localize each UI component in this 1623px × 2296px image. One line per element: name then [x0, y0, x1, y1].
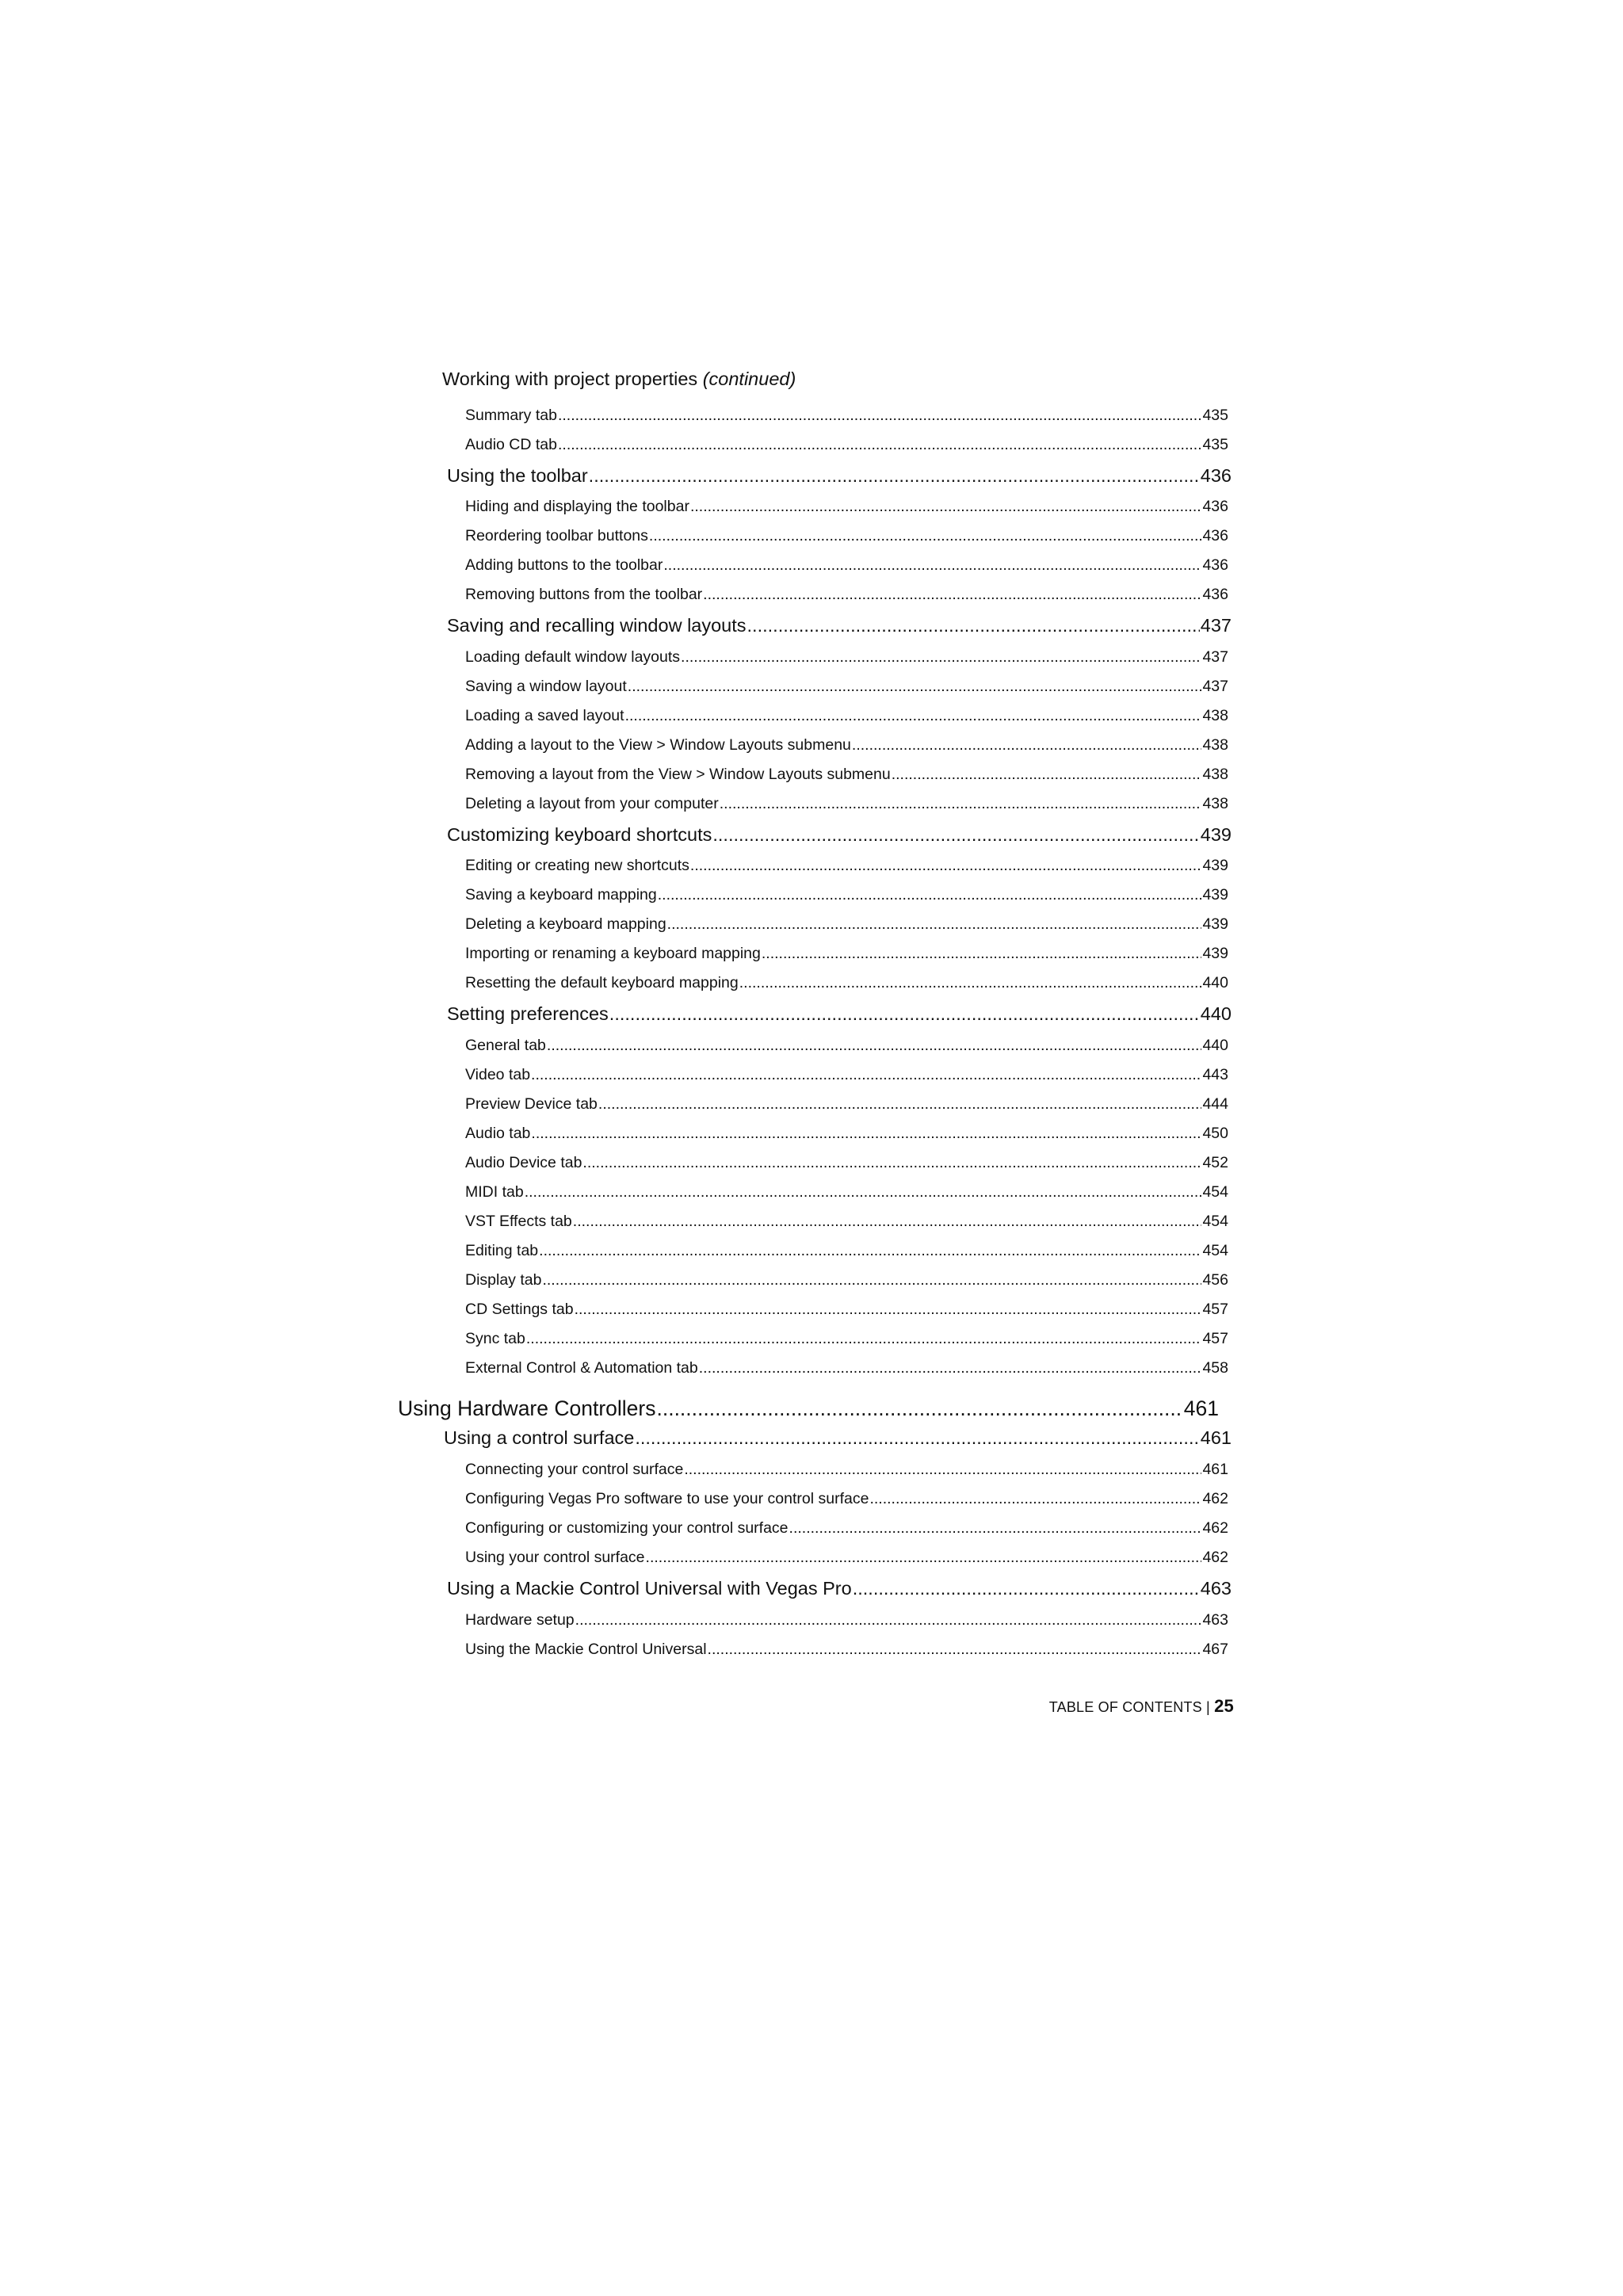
toc-entry-title: Loading a saved layout	[465, 707, 624, 724]
toc-entry-page: 438	[1202, 795, 1228, 812]
dot-leader	[762, 945, 1202, 963]
dot-leader	[539, 1242, 1201, 1260]
toc-entry[interactable]	[465, 974, 1228, 995]
toc-entry-page: 457	[1202, 1330, 1228, 1347]
toc-entry[interactable]	[465, 1611, 1228, 1632]
toc-entry-title: Hardware setup	[465, 1611, 575, 1629]
dot-leader	[703, 586, 1201, 604]
toc-entry-title: MIDI tab	[465, 1183, 524, 1201]
toc-entry-page: 436	[1202, 527, 1228, 544]
toc-entry-page: 461	[1200, 1427, 1232, 1448]
toc-entry[interactable]	[465, 436, 1228, 457]
toc-entry[interactable]	[465, 736, 1228, 757]
dot-leader	[646, 1549, 1202, 1567]
dot-leader	[575, 1611, 1202, 1629]
toc-entry-page: 439	[1202, 857, 1228, 874]
dot-leader	[542, 1271, 1201, 1289]
toc-entry[interactable]	[447, 824, 1232, 848]
toc-entry-page: 454	[1202, 1183, 1228, 1201]
toc-entry-title: Adding buttons to the toolbar	[465, 556, 663, 574]
dot-leader	[712, 824, 1199, 846]
toc-entry-page: 439	[1202, 915, 1228, 933]
dot-leader	[739, 974, 1202, 992]
dot-leader	[589, 465, 1200, 487]
toc-entry-title: Sync tab	[465, 1330, 525, 1347]
toc-entry-title: Preview Device tab	[465, 1095, 598, 1113]
toc-entry-title: Using a Mackie Control Universal with Vegas Pro	[447, 1578, 852, 1599]
dot-leader	[531, 1066, 1201, 1084]
toc-entry-page: 462	[1202, 1549, 1228, 1566]
dot-leader	[628, 678, 1202, 696]
dot-leader	[663, 556, 1201, 575]
toc-entry-page: 452	[1202, 1154, 1228, 1171]
toc-entry[interactable]	[465, 407, 1228, 427]
toc-entry-title: Adding a layout to the View > Window Layouts submenu	[465, 736, 851, 754]
toc-entry-page: 457	[1202, 1301, 1228, 1318]
toc-entry[interactable]	[465, 1037, 1228, 1057]
continued-heading-suffix: (continued)	[702, 369, 796, 389]
toc-entry-page: 458	[1202, 1359, 1228, 1377]
dot-leader	[789, 1519, 1202, 1538]
toc-entry-page: 436	[1202, 498, 1228, 515]
toc-entry-title: Loading default window layouts	[465, 648, 681, 666]
toc-entry[interactable]	[465, 1271, 1228, 1292]
toc-entry-page: 435	[1202, 436, 1228, 453]
dot-leader	[635, 1427, 1199, 1449]
toc-entry-title: Editing tab	[465, 1242, 539, 1259]
toc-entry-page: 444	[1202, 1095, 1228, 1113]
dot-leader	[598, 1095, 1202, 1114]
toc-entry-page: 440	[1202, 974, 1228, 991]
toc-entry[interactable]	[465, 707, 1228, 728]
toc-entry[interactable]	[465, 1549, 1228, 1569]
dot-leader	[558, 407, 1202, 425]
dot-leader	[656, 1396, 1182, 1421]
toc-entry[interactable]	[465, 678, 1228, 698]
toc-entry-title: Using your control surface	[465, 1549, 645, 1566]
toc-entry-title: Reordering toolbar buttons	[465, 527, 648, 544]
toc-entry[interactable]	[447, 1003, 1232, 1027]
dot-leader	[625, 707, 1202, 725]
toc-entry-page: 439	[1200, 824, 1232, 845]
toc-entry-page: 438	[1202, 766, 1228, 783]
toc-entry-page: 436	[1202, 556, 1228, 574]
toc-entry[interactable]	[444, 1427, 1232, 1451]
dot-leader	[690, 857, 1202, 875]
dot-leader	[681, 648, 1201, 667]
toc-entry[interactable]	[465, 795, 1228, 816]
toc-entry[interactable]	[465, 1359, 1228, 1380]
toc-entry-page: 462	[1202, 1490, 1228, 1507]
toc-entry-page: 450	[1202, 1125, 1228, 1142]
toc-entry-title: Saving and recalling window layouts	[447, 615, 747, 636]
toc-entry-title: Using the Mackie Control Universal	[465, 1641, 707, 1658]
toc-entry-title: VST Effects tab	[465, 1213, 572, 1230]
toc-entry-page: 454	[1202, 1242, 1228, 1259]
toc-entry[interactable]	[398, 1396, 1219, 1423]
toc-entry-title: Editing or creating new shortcuts	[465, 857, 689, 874]
toc-entry-page: 463	[1202, 1611, 1228, 1629]
toc-entry-title: Connecting your control surface	[465, 1461, 684, 1478]
dot-leader	[869, 1490, 1201, 1508]
dot-leader	[720, 795, 1202, 813]
dot-leader	[690, 498, 1202, 516]
toc-entry[interactable]	[465, 648, 1228, 669]
dot-leader	[582, 1154, 1201, 1172]
toc-entry-title: Using a control surface	[444, 1427, 635, 1448]
toc-entry-title: Removing buttons from the toolbar	[465, 586, 703, 603]
toc-entry[interactable]	[465, 1461, 1228, 1481]
toc-entry[interactable]	[465, 766, 1228, 786]
toc-entry-title: Configuring or customizing your control surface	[465, 1519, 789, 1537]
toc-entry-page: 439	[1202, 945, 1228, 962]
toc-entry-title: Audio CD tab	[465, 436, 557, 453]
toc-entry[interactable]	[465, 915, 1228, 936]
toc-entry[interactable]	[447, 465, 1232, 489]
dot-leader	[526, 1330, 1202, 1348]
toc-entry-title: Audio tab	[465, 1125, 531, 1142]
toc-entry-page: 461	[1202, 1461, 1228, 1478]
toc-entry[interactable]	[465, 1490, 1228, 1511]
toc-entry-page: 440	[1200, 1003, 1232, 1024]
dot-leader	[667, 915, 1202, 934]
toc-entry-page: 437	[1202, 678, 1228, 695]
toc-entry-page: 436	[1202, 586, 1228, 603]
toc-entry-page: 437	[1200, 615, 1232, 636]
footer-page-number: 25	[1214, 1696, 1234, 1716]
dot-leader	[853, 1578, 1200, 1599]
toc-entry-title: CD Settings tab	[465, 1301, 574, 1318]
dot-leader	[708, 1641, 1202, 1659]
toc-entry[interactable]	[447, 1578, 1232, 1602]
toc-entry-page: 454	[1202, 1213, 1228, 1230]
dot-leader	[892, 766, 1202, 784]
toc-entry-page: 438	[1202, 707, 1228, 724]
toc-entry-page: 437	[1202, 648, 1228, 666]
toc-entry-page: 461	[1183, 1396, 1219, 1420]
toc-entry[interactable]	[465, 1125, 1228, 1145]
toc-entry-page: 463	[1200, 1578, 1232, 1599]
toc-entry-title: Summary tab	[465, 407, 557, 424]
toc-entry-title: Saving a keyboard mapping	[465, 886, 657, 904]
dot-leader	[547, 1037, 1202, 1055]
toc-entry[interactable]	[465, 945, 1228, 965]
footer-label: TABLE OF CONTENTS |	[1048, 1699, 1210, 1715]
dot-leader	[699, 1359, 1202, 1377]
toc-entry[interactable]	[465, 1183, 1228, 1204]
dot-leader	[658, 886, 1202, 904]
toc-entry-title: Setting preferences	[447, 1003, 609, 1024]
dot-leader	[649, 527, 1202, 545]
toc-entry[interactable]	[465, 1154, 1228, 1175]
toc-entry-title: Using Hardware Controllers	[398, 1396, 656, 1420]
toc-entry-title: Resetting the default keyboard mapping	[465, 974, 739, 991]
toc-entry-title: Importing or renaming a keyboard mapping	[465, 945, 761, 962]
toc-entry-page: 435	[1202, 407, 1228, 424]
toc-entry-title: Saving a window layout	[465, 678, 627, 695]
toc-entry-title: Using the toolbar	[447, 465, 588, 486]
dot-leader	[573, 1213, 1202, 1231]
toc-entry-page: 462	[1202, 1519, 1228, 1537]
toc-entry[interactable]	[465, 886, 1228, 907]
toc-entry-title: Configuring Vegas Pro software to use your control surface	[465, 1490, 869, 1507]
toc-entry-page: 440	[1202, 1037, 1228, 1054]
toc-entry-page: 443	[1202, 1066, 1228, 1083]
toc-entry[interactable]	[465, 586, 1228, 606]
toc-entry[interactable]	[465, 1641, 1228, 1661]
toc-entry[interactable]	[465, 1519, 1228, 1540]
toc-entry-title: Customizing keyboard shortcuts	[447, 824, 712, 845]
dot-leader	[852, 736, 1202, 755]
toc-entry-page: 438	[1202, 736, 1228, 754]
toc-entry[interactable]	[465, 1066, 1228, 1087]
toc-entry[interactable]	[465, 1213, 1228, 1233]
toc-entry[interactable]	[447, 615, 1232, 639]
toc-entry-title: General tab	[465, 1037, 546, 1054]
toc-entry-title: Hiding and displaying the toolbar	[465, 498, 689, 515]
dot-leader	[684, 1461, 1201, 1479]
toc-entry[interactable]	[465, 1095, 1228, 1116]
page-footer	[1049, 1696, 1234, 1717]
toc-entry-title: Removing a layout from the View > Window Layouts submenu	[465, 766, 891, 783]
toc-entry-page: 456	[1202, 1271, 1228, 1289]
dot-leader	[525, 1183, 1202, 1201]
dot-leader	[558, 436, 1201, 454]
dot-leader	[609, 1003, 1200, 1025]
dot-leader	[575, 1301, 1202, 1319]
toc-entry-title: Display tab	[465, 1271, 542, 1289]
toc-entry[interactable]	[465, 498, 1228, 518]
toc-entry-page: 436	[1200, 465, 1232, 486]
toc-entry[interactable]	[465, 1301, 1228, 1321]
toc-entry[interactable]	[465, 527, 1228, 548]
toc-entry-page: 439	[1202, 886, 1228, 904]
toc-entry[interactable]	[465, 1242, 1228, 1263]
toc-entry[interactable]	[465, 857, 1228, 877]
toc-entry-title: Video tab	[465, 1066, 531, 1083]
toc-entry[interactable]	[465, 1330, 1228, 1350]
toc-entry-title: External Control & Automation tab	[465, 1359, 698, 1377]
toc-entry[interactable]	[465, 556, 1228, 577]
toc-entry-page: 467	[1202, 1641, 1228, 1658]
toc-entry-title: Deleting a layout from your computer	[465, 795, 719, 812]
continued-heading-title: Working with project properties	[442, 369, 698, 389]
dot-leader	[747, 615, 1200, 636]
toc-entry-title: Audio Device tab	[465, 1154, 582, 1171]
toc-entry-title: Deleting a keyboard mapping	[465, 915, 666, 933]
dot-leader	[531, 1125, 1201, 1143]
